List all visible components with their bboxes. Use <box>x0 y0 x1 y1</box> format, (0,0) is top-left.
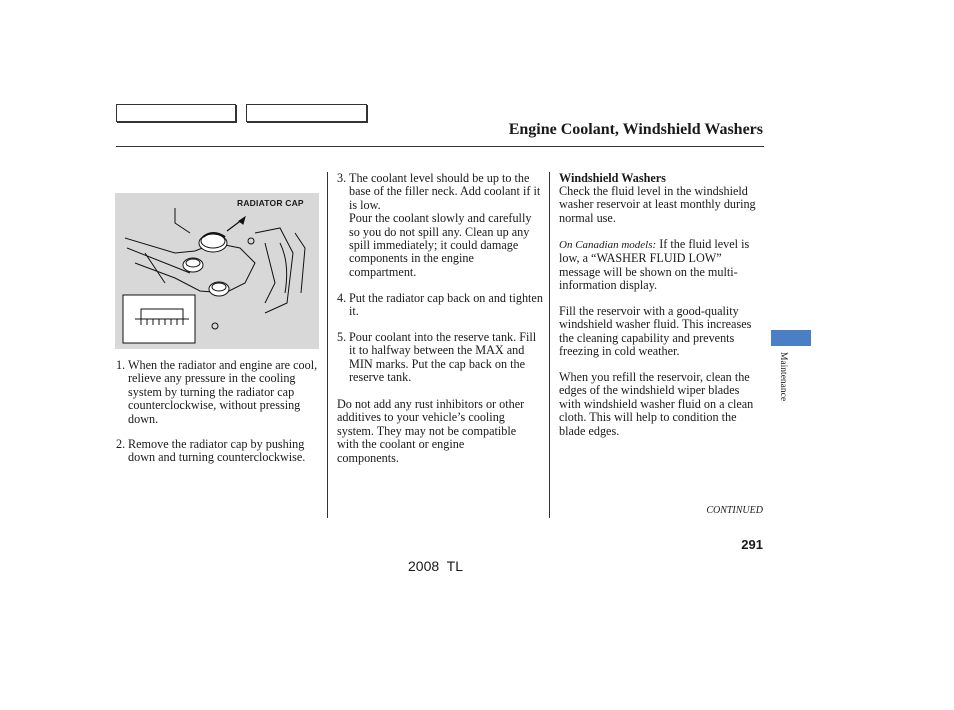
nav-box-1[interactable] <box>116 104 236 122</box>
paragraph-refill: When you refill the reservoir, clean the edges of the windshield wiper blades with windshield washer fluid on a clean cloth. This will help to condition the blade edges. <box>559 370 754 438</box>
radiator-diagram-icon <box>115 193 319 349</box>
step-2 <box>116 438 321 465</box>
step-text-continued: Pour the coolant slowly and carefully so you do not spill any. Clean up any spill immediately; it could damage components in the engine compartment. <box>349 211 532 279</box>
step-number: 4. <box>337 291 347 305</box>
step-1 <box>116 359 321 426</box>
step-number: 5. <box>337 330 347 344</box>
paragraph-fill: Fill the reservoir with a good-quality windshield washer fluid. This increases the cleaning capability and prevents freezing in cold weather. <box>559 304 752 359</box>
nav-box-2[interactable] <box>246 104 367 122</box>
section-tab-label: Maintenance <box>778 352 788 402</box>
page-number: 291 <box>741 537 763 552</box>
column-divider-right <box>549 172 550 518</box>
section-heading: Windshield Washers <box>559 171 666 185</box>
canadian-models-text: If the fluid level is low, a “WASHER FLUID LOW” message will be shown on the multi-information display. <box>559 237 750 293</box>
radiator-cap-illustration <box>115 193 319 349</box>
header-rule <box>116 146 764 147</box>
canadian-models-label: On Canadian models: <box>559 239 657 251</box>
step-number: 3. <box>337 171 347 185</box>
step-text: Pour coolant into the reserve tank. Fill it to halfway between the MAX and MIN marks. Put the cap back on the reserve tank. <box>349 330 537 385</box>
paragraph-canadian <box>559 238 764 293</box>
step-text: Put the radiator cap back on and tighten it. <box>349 291 543 319</box>
page-title: Engine Coolant, Windshield Washers <box>508 121 763 138</box>
step-5 <box>337 331 543 385</box>
additive-note: Do not add any rust inhibitors or other additives to your vehicle’s cooling system. They may not be compatible with the coolant or engine components. <box>337 397 525 465</box>
step-number: 1. <box>116 358 126 372</box>
step-4 <box>337 292 543 319</box>
model-label: 2008 TL <box>408 558 464 574</box>
step-text: Remove the radiator cap by pushing down and turning counterclockwise. <box>128 437 306 465</box>
continued-label: CONTINUED <box>706 505 763 516</box>
column-divider-left <box>327 172 328 518</box>
radiator-cap-label: RADIATOR CAP <box>237 198 304 208</box>
step-text: The coolant level should be up to the base of the filler neck. Add coolant if it is low. <box>349 171 541 212</box>
section-tab[interactable] <box>771 330 811 346</box>
paragraph-check-level: Check the fluid level in the windshield washer reservoir at least monthly during normal use. <box>559 184 756 225</box>
step-text: When the radiator and engine are cool, relieve any pressure in the cooling system by turning the radiator cap counterclockwise, without pressing down. <box>128 358 318 426</box>
step-number: 2. <box>116 437 126 451</box>
step-3 <box>337 172 543 279</box>
